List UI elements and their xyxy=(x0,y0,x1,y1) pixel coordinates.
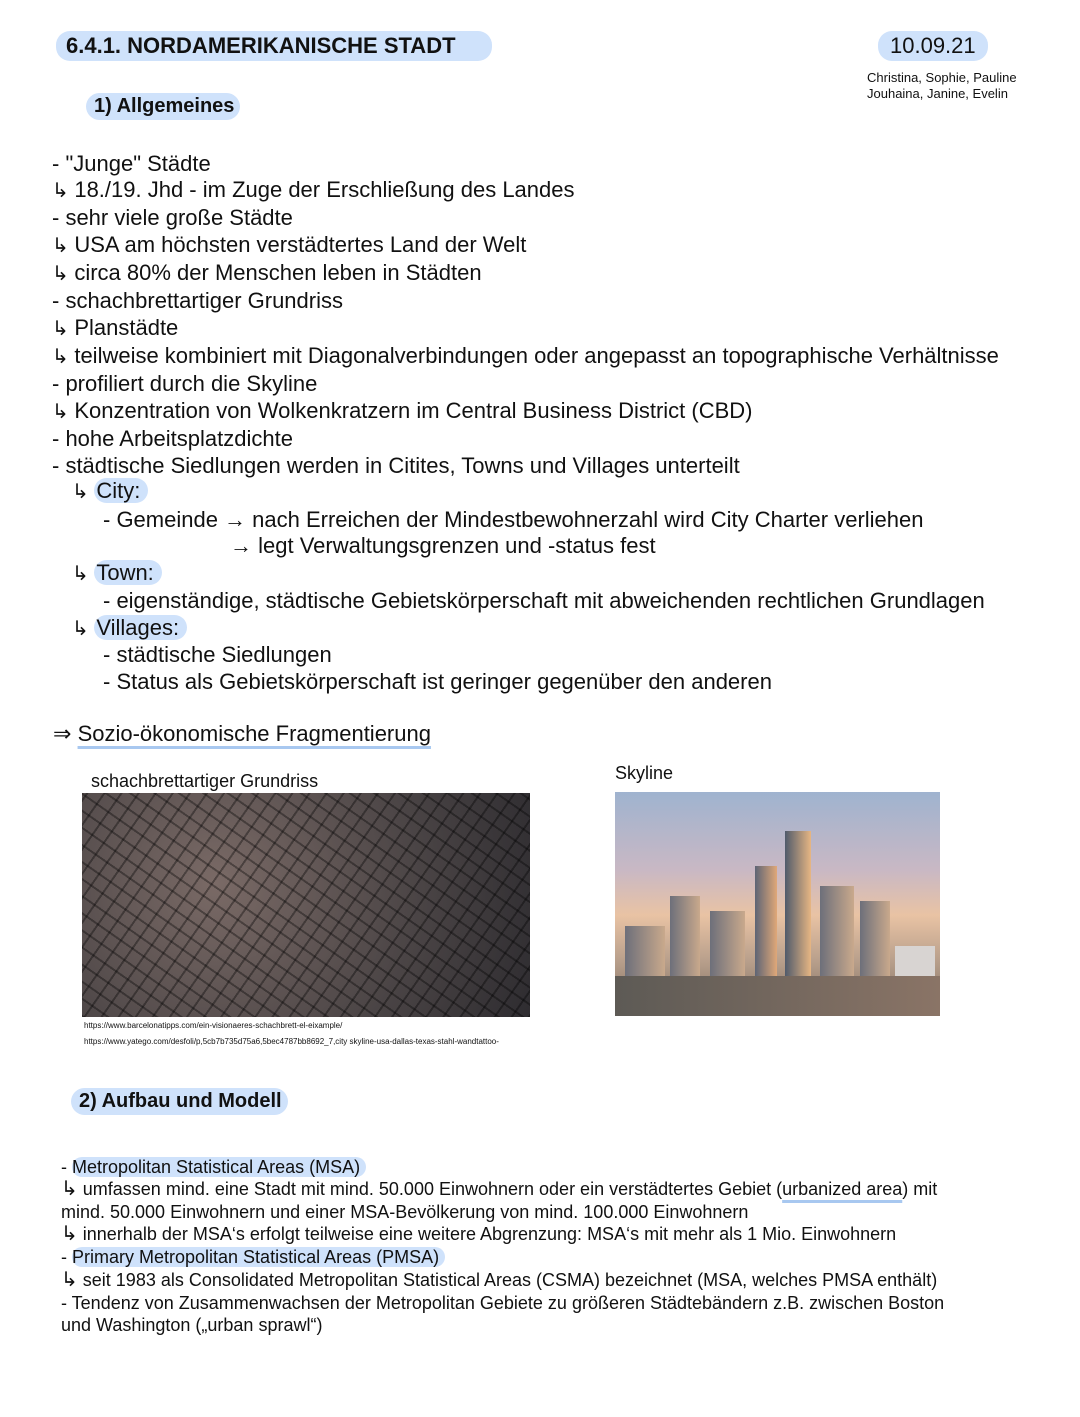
implies-icon: ⇒ xyxy=(53,721,72,746)
list-item xyxy=(103,641,332,669)
text: umfassen mind. eine Stadt mit mind. 50.000 Einwohnern oder ein verstädtertes Gebiet ( xyxy=(82,1179,783,1199)
list-item-text: - "Junge" Städte xyxy=(52,151,211,176)
list-item xyxy=(72,614,187,643)
conclusion-text: Sozio-ökonomische Fragmentierung xyxy=(77,721,431,746)
msa-detail-2: mind. 50.000 Einwohnern und einer MSA-Bevölkerung von mind. 100.000 Einwohnern xyxy=(61,1202,749,1222)
list-item-text: 18./19. Jhd - im Zuge der Erschließung des Landes xyxy=(74,177,575,202)
list-item xyxy=(52,204,293,232)
list-item-text: - städtische Siedlungen werden in Citites, Towns und Villages unterteilt xyxy=(52,453,740,478)
list-item-text: - städtische Siedlungen xyxy=(103,642,332,667)
arrow-icon: ↳ xyxy=(52,180,75,202)
list-item-text: Villages: xyxy=(94,615,187,640)
list-item xyxy=(52,452,740,480)
list-item-text: City: xyxy=(94,478,148,503)
skyline-caption: Skyline xyxy=(615,763,674,783)
tendenz-line-1: - Tendenz von Zusammenwachsen der Metropolitan Gebiete zu größeren Städtebändern z.B. zwischen Boston xyxy=(61,1293,945,1313)
msa-detail-3 xyxy=(61,1223,896,1245)
list-item-text: teilweise kombiniert mit Diagonalverbindungen oder angepasst an topographische Verhältnisse xyxy=(74,343,999,368)
authors xyxy=(867,70,1017,102)
image-source-2[interactable]: https://www.yatego.com/desfoli/p,5cb7b735d75a6,5bec4787bb8692_7,city skyline-usa-dallas-texas-stahl-wandtattoo- xyxy=(84,1037,499,1046)
arrow-icon: ↳ xyxy=(61,1223,78,1245)
list-item xyxy=(52,370,317,398)
pmsa-item: - Primary Metropolitan Statistical Areas (PMSA) xyxy=(61,1246,445,1268)
list-item xyxy=(230,532,656,560)
list-item-text: - sehr viele große Städte xyxy=(52,205,293,230)
arrow-icon: ↳ xyxy=(72,563,95,585)
grid-city-aerial-image xyxy=(82,793,530,1017)
grid-caption: schachbrettartiger Grundriss xyxy=(91,771,319,791)
arrow-icon: ↳ xyxy=(52,401,75,423)
list-item-text: Town: xyxy=(94,560,161,585)
conclusion xyxy=(53,720,431,748)
list-item xyxy=(52,287,343,315)
list-item xyxy=(52,425,293,453)
authors-line-1: Christina, Sophie, Pauline xyxy=(867,70,1017,85)
list-item-text: Planstädte xyxy=(74,315,179,340)
authors-line-2: Jouhaina, Janine, Evelin xyxy=(867,86,1008,101)
arrow-icon: ↳ xyxy=(61,1269,78,1291)
list-item xyxy=(72,477,148,506)
arrow-icon: ↳ xyxy=(72,481,95,503)
list-item xyxy=(52,231,526,260)
date-badge: 10.09.21 xyxy=(878,31,988,61)
list-item-text: → legt Verwaltungsgrenzen und -status fest xyxy=(230,533,656,558)
list-item xyxy=(52,150,211,178)
text: innerhalb der MSA‘s erfolgt teilweise eine weitere Abgrenzung: MSA‘s mit mehr als 1 Mio. Einwohnern xyxy=(82,1224,897,1244)
section-2-heading: 2) Aufbau und Modell xyxy=(71,1088,288,1115)
list-item xyxy=(52,314,178,343)
arrow-icon: ↳ xyxy=(61,1178,78,1200)
text: ) mit xyxy=(902,1179,938,1199)
arrow-icon: ↳ xyxy=(72,618,95,640)
list-item-text: - hohe Arbeitsplatzdichte xyxy=(52,426,293,451)
list-item-text: USA am höchsten verstädtertes Land der Welt xyxy=(74,232,527,257)
urbanized-area-term: urbanized area xyxy=(782,1179,903,1199)
image-source-1[interactable]: https://www.barcelonatipps.com/ein-visionaeres-schachbrett-el-eixample/ xyxy=(84,1021,343,1030)
list-item xyxy=(52,397,753,426)
list-item xyxy=(103,587,985,615)
msa-item: - Metropolitan Statistical Areas (MSA) xyxy=(61,1156,366,1178)
pmsa-detail xyxy=(61,1269,937,1291)
arrow-icon: ↳ xyxy=(52,235,75,257)
skyline-image xyxy=(615,792,940,1016)
arrow-icon: ↳ xyxy=(52,346,75,368)
list-item xyxy=(52,176,575,205)
list-item xyxy=(52,342,999,371)
list-item-text: circa 80% der Menschen leben in Städten xyxy=(74,260,482,285)
list-item-text: - schachbrettartiger Grundriss xyxy=(52,288,343,313)
list-item-text: - Gemeinde → nach Erreichen der Mindestbewohnerzahl wird City Charter verliehen xyxy=(103,507,924,532)
list-item-text: - Status als Gebietskörperschaft ist geringer gegenüber den anderen xyxy=(103,669,772,694)
text: seit 1983 als Consolidated Metropolitan Statistical Areas (CSMA) bezeichnet (MSA, welches PMSA enthält) xyxy=(82,1270,938,1290)
list-item-text: - eigenständige, städtische Gebietskörperschaft mit abweichenden rechtlichen Grundlagen xyxy=(103,588,985,613)
list-item xyxy=(103,506,924,534)
section-1-heading: 1) Allgemeines xyxy=(86,93,240,120)
msa-detail-1 xyxy=(61,1178,937,1200)
list-item xyxy=(103,668,772,696)
arrow-icon: ↳ xyxy=(52,318,75,340)
arrow-icon: ↳ xyxy=(52,263,75,285)
list-item xyxy=(72,559,162,588)
msa-term: Metropolitan Statistical Areas (MSA) xyxy=(72,1157,366,1177)
list-item xyxy=(52,259,482,288)
tendenz-line-2: und Washington („urban sprawl“) xyxy=(61,1315,323,1335)
list-item-text: Konzentration von Wolkenkratzern im Central Business District (CBD) xyxy=(74,398,753,423)
pmsa-term: Primary Metropolitan Statistical Areas (PMSA) xyxy=(72,1247,445,1267)
page-title: 6.4.1. NORDAMERIKANISCHE STADT xyxy=(56,31,492,61)
list-item-text: - profiliert durch die Skyline xyxy=(52,371,318,396)
